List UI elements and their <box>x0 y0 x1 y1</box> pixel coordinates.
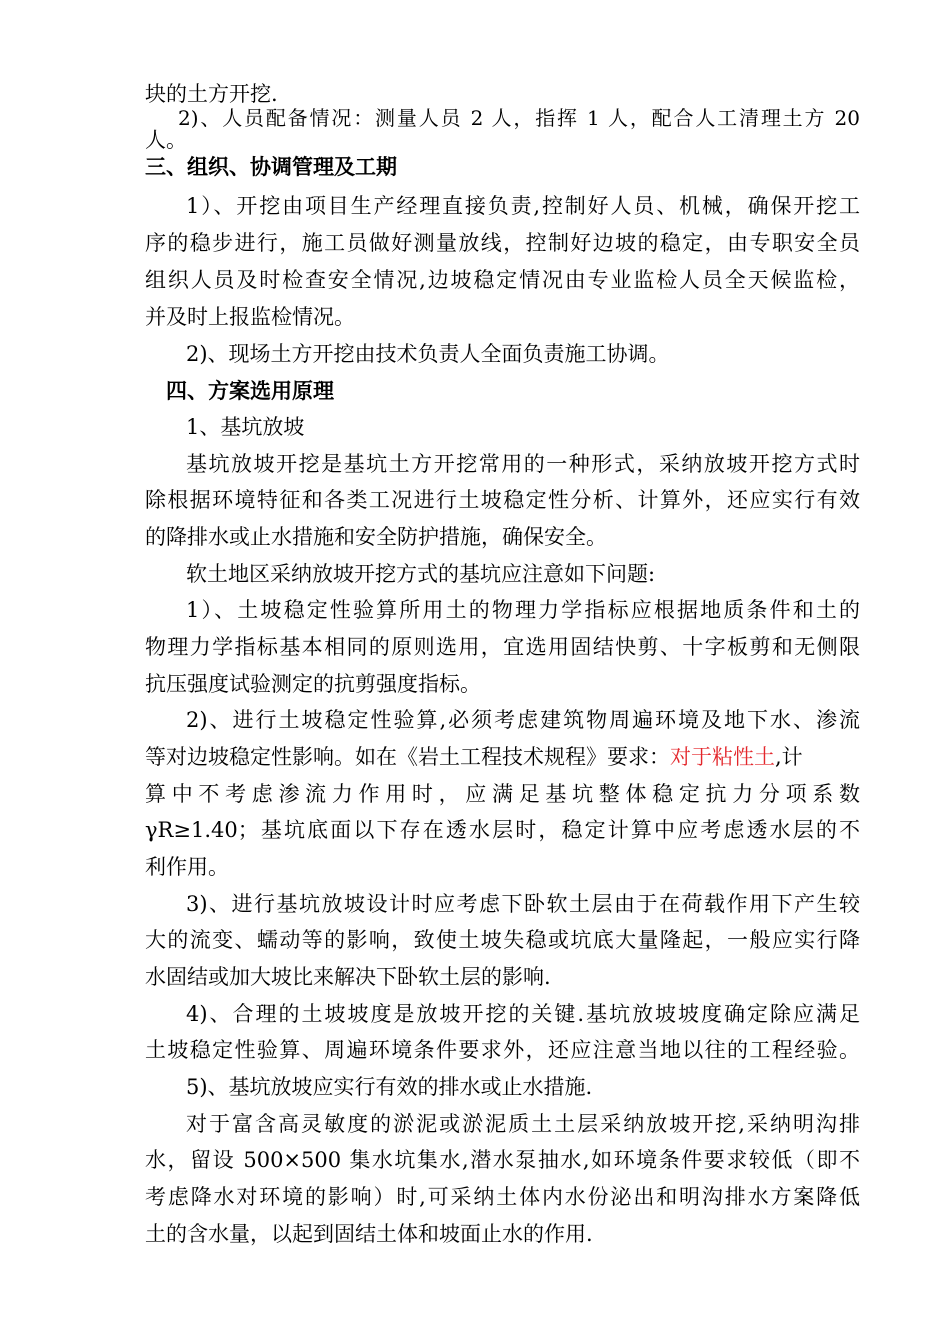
text-line: 2)、人员配备情况：测量人员 2 人，指挥 1 人，配合人工清理土方 20 <box>178 106 860 130</box>
text-run: 等对边坡稳定性影响。如在《岩土工程技术规程》要求： <box>145 745 670 769</box>
text-line: 水固结或加大坡比来解决下卧软土层的影响. <box>145 965 551 989</box>
text-line: 2)、进行土坡稳定性验算,必须考虑建筑物周遍环境及地下水、渗流 <box>186 708 860 732</box>
text-line: γR≥1.40；基坑底面以下存在透水层时，稳定计算中应考虑透水层的不 <box>145 818 860 842</box>
text-line: 并及时上报监检情况。 <box>145 305 355 329</box>
text-line: 2)、现场土方开挖由技术负责人全面负责施工协调。 <box>186 342 670 366</box>
text-line: 抗压强度试验测定的抗剪强度指标。 <box>145 672 481 696</box>
text-run: ,计 <box>775 745 803 769</box>
text-line: 算中不考虑渗流力作用时，应满足基坑整体稳定抗力分项系数 <box>145 782 860 806</box>
text-line: 基坑放坡开挖是基坑土方开挖常用的一种形式，采纳放坡开挖方式时 <box>186 452 860 476</box>
subsection-heading: 1、基坑放坡 <box>186 415 305 439</box>
text-line: 1）、开挖由项目生产经理直接负责,控制好人员、机械，确保开挖工 <box>186 194 860 218</box>
highlighted-text: 对于粘性土 <box>670 745 775 769</box>
text-line: 土坡稳定性验算、周遍环境条件要求外，还应注意当地以往的工程经验。 <box>145 1038 860 1062</box>
section-heading: 三、组织、协调管理及工期 <box>145 155 397 179</box>
text-line: 1）、土坡稳定性验算所用土的物理力学指标应根据地质条件和土的 <box>186 598 860 622</box>
text-line: 考虑降水对环境的影响）时,可采纳土体内水份泌出和明沟排水方案降低 <box>145 1185 860 1209</box>
text-line: 5)、基坑放坡应实行有效的排水或止水措施. <box>186 1075 593 1099</box>
text-line: 组织人员及时检查安全情况,边坡稳定情况由专业监检人员全天候监检， <box>145 268 860 292</box>
text-line: 大的流变、蠕动等的影响，致使土坡失稳或坑底大量隆起，一般应实行降 <box>145 928 860 952</box>
text-line: 3)、进行基坑放坡设计时应考虑下卧软土层由于在荷载作用下产生较 <box>186 892 860 916</box>
text-line: 块的土方开挖. <box>145 82 278 106</box>
text-line: 软土地区采纳放坡开挖方式的基坑应注意如下问题: <box>186 562 656 586</box>
text-line: 的降排水或止水措施和安全防护措施，确保安全。 <box>145 525 607 549</box>
text-line: 土的含水量，以起到固结土体和坡面止水的作用. <box>145 1222 593 1246</box>
text-line: 序的稳步进行，施工员做好测量放线，控制好边坡的稳定，由专职安全员 <box>145 231 860 255</box>
text-line: 水，留设 500×500 集水坑集水,潜水泵抽水,如环境条件要求较低（即不 <box>145 1148 860 1172</box>
text-line: 4)、合理的土坡坡度是放坡开挖的关键.基坑放坡坡度确定除应满足 <box>186 1002 860 1026</box>
text-line: 除根据环境特征和各类工况进行土坡稳定性分析、计算外，还应实行有效 <box>145 488 860 512</box>
text-line <box>145 747 803 768</box>
section-heading: 四、方案选用原理 <box>166 379 334 403</box>
text-line: 对于富含高灵敏度的淤泥或淤泥质土土层采纳放坡开挖,采纳明沟排 <box>186 1112 860 1136</box>
text-line: 物理力学指标基本相同的原则选用，宜选用固结快剪、十字板剪和无侧限 <box>145 635 860 659</box>
text-line: 利作用。 <box>145 855 229 879</box>
text-line: 人。 <box>145 128 187 152</box>
